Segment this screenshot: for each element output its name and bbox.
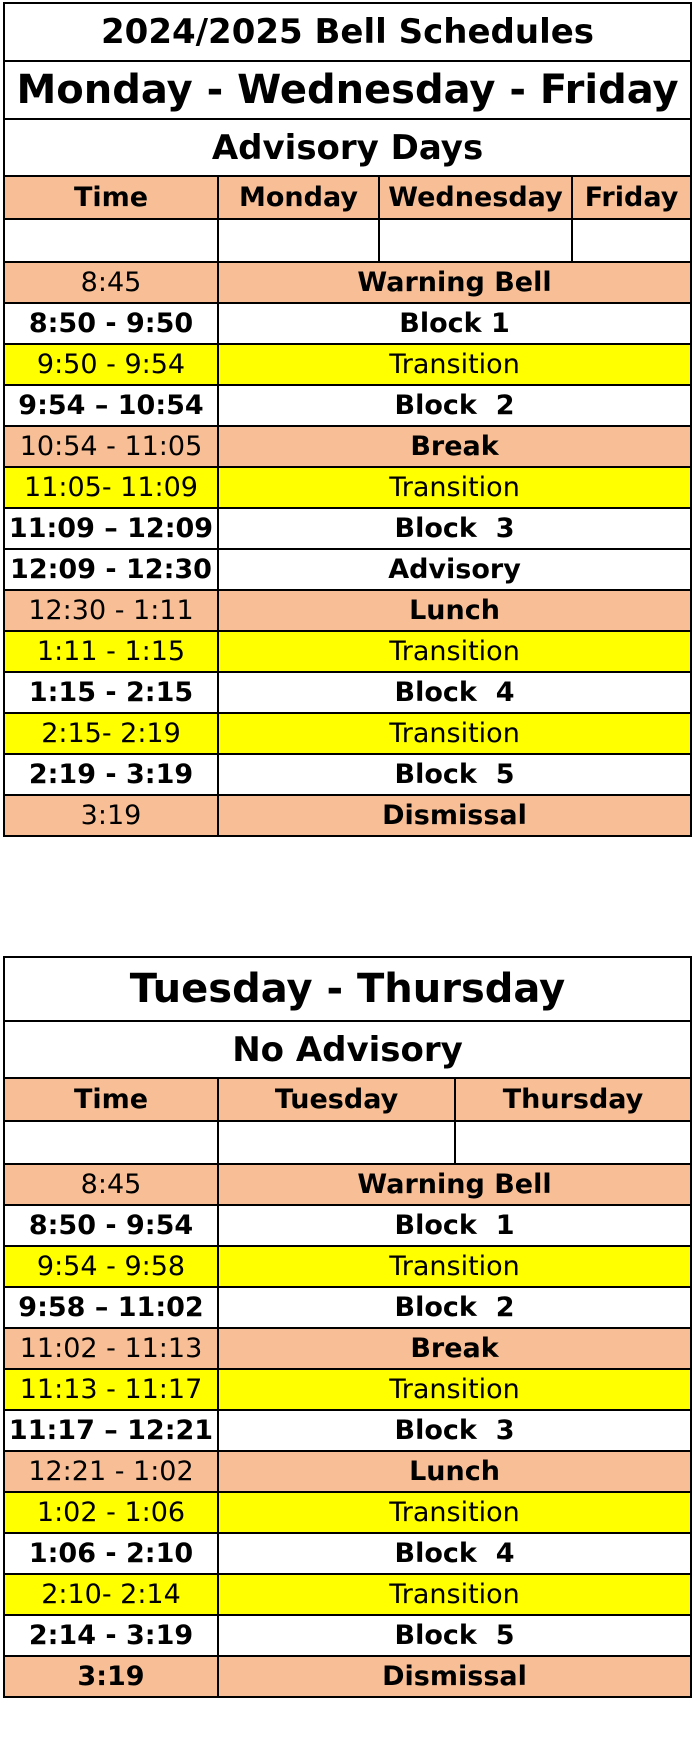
event-cell: Transition	[218, 1492, 691, 1533]
event-cell: Block 3	[218, 1410, 691, 1451]
tth-schedule-row	[4, 1533, 691, 1574]
tth-heading: Tuesday - Thursday	[4, 957, 691, 1021]
event-cell: Block 4	[218, 672, 691, 713]
column-header-time: Time	[4, 1078, 218, 1121]
time-cell: 8:45	[4, 262, 218, 303]
time-cell: 2:10- 2:14	[4, 1574, 218, 1615]
time-cell: 11:09 – 12:09	[4, 508, 218, 549]
event-cell: Break	[218, 426, 691, 467]
time-cell: 2:14 - 3:19	[4, 1615, 218, 1656]
mwf-schedule-row	[4, 467, 691, 508]
tth-schedule-row	[4, 1615, 691, 1656]
tth-schedule-row	[4, 1205, 691, 1246]
event-cell: Dismissal	[218, 1656, 691, 1697]
time-cell: 10:54 - 11:05	[4, 426, 218, 467]
time-cell: 11:13 - 11:17	[4, 1369, 218, 1410]
event-cell: Block 1	[218, 303, 691, 344]
time-cell: 3:19	[4, 1656, 218, 1697]
blank-cell	[218, 219, 379, 262]
mwf-schedule-row	[4, 754, 691, 795]
time-cell: 12:30 - 1:11	[4, 590, 218, 631]
column-header-friday: Friday	[572, 176, 691, 219]
tth-schedule-row	[4, 1328, 691, 1369]
time-cell: 1:11 - 1:15	[4, 631, 218, 672]
mwf-schedule-row	[4, 344, 691, 385]
time-cell: 9:58 – 11:02	[4, 1287, 218, 1328]
time-cell: 11:05- 11:09	[4, 467, 218, 508]
tth-schedule-row	[4, 1369, 691, 1410]
time-cell: 9:54 - 9:58	[4, 1246, 218, 1287]
event-cell: Transition	[218, 1246, 691, 1287]
tth-schedule-row	[4, 1451, 691, 1492]
event-cell: Transition	[218, 713, 691, 754]
event-cell: Block 2	[218, 1287, 691, 1328]
mwf-schedule-row	[4, 303, 691, 344]
tth-schedule-table	[3, 956, 692, 1698]
event-cell: Transition	[218, 467, 691, 508]
blank-cell	[4, 219, 218, 262]
event-cell: Lunch	[218, 590, 691, 631]
time-cell: 1:02 - 1:06	[4, 1492, 218, 1533]
time-cell: 11:17 – 12:21	[4, 1410, 218, 1451]
mwf-schedule-row	[4, 590, 691, 631]
page-title: 2024/2025 Bell Schedules	[4, 3, 691, 61]
event-cell: Transition	[218, 1574, 691, 1615]
time-cell: 9:54 – 10:54	[4, 385, 218, 426]
mwf-schedule-row	[4, 426, 691, 467]
event-cell: Transition	[218, 1369, 691, 1410]
tth-schedule-row	[4, 1492, 691, 1533]
time-cell: 2:19 - 3:19	[4, 754, 218, 795]
time-cell: 12:21 - 1:02	[4, 1451, 218, 1492]
event-cell: Block 2	[218, 385, 691, 426]
event-cell: Block 3	[218, 508, 691, 549]
tth-schedule-row	[4, 1410, 691, 1451]
time-cell: 9:50 - 9:54	[4, 344, 218, 385]
event-cell: Warning Bell	[218, 1164, 691, 1205]
mwf-schedule-row	[4, 631, 691, 672]
mwf-subheading: Advisory Days	[4, 119, 691, 176]
blank-cell	[379, 219, 572, 262]
event-cell: Transition	[218, 631, 691, 672]
time-cell: 3:19	[4, 795, 218, 836]
event-cell: Block 5	[218, 1615, 691, 1656]
event-cell: Block 4	[218, 1533, 691, 1574]
column-header-thursday: Thursday	[455, 1078, 691, 1121]
blank-cell	[218, 1121, 455, 1164]
blank-cell	[4, 1121, 218, 1164]
mwf-schedule-table	[3, 2, 692, 837]
tth-schedule-row	[4, 1164, 691, 1205]
time-cell: 8:50 - 9:50	[4, 303, 218, 344]
event-cell: Break	[218, 1328, 691, 1369]
tth-schedule-row	[4, 1246, 691, 1287]
event-cell: Lunch	[218, 1451, 691, 1492]
event-cell: Warning Bell	[218, 262, 691, 303]
mwf-schedule-row	[4, 508, 691, 549]
time-cell: 1:15 - 2:15	[4, 672, 218, 713]
event-cell: Transition	[218, 344, 691, 385]
mwf-schedule-row	[4, 549, 691, 590]
mwf-schedule-row	[4, 672, 691, 713]
column-header-monday: Monday	[218, 176, 379, 219]
event-cell: Advisory	[218, 549, 691, 590]
tth-subheading: No Advisory	[4, 1021, 691, 1078]
time-cell: 11:02 - 11:13	[4, 1328, 218, 1369]
tth-schedule-row	[4, 1656, 691, 1697]
tth-schedule-row	[4, 1287, 691, 1328]
tth-schedule-row	[4, 1574, 691, 1615]
mwf-schedule-row	[4, 385, 691, 426]
time-cell: 2:15- 2:19	[4, 713, 218, 754]
event-cell: Dismissal	[218, 795, 691, 836]
time-cell: 8:45	[4, 1164, 218, 1205]
column-header-tuesday: Tuesday	[218, 1078, 455, 1121]
mwf-schedule-row	[4, 795, 691, 836]
column-header-time: Time	[4, 176, 218, 219]
mwf-schedule-row	[4, 713, 691, 754]
time-cell: 8:50 - 9:54	[4, 1205, 218, 1246]
blank-cell	[455, 1121, 691, 1164]
column-header-wednesday: Wednesday	[379, 176, 572, 219]
time-cell: 12:09 - 12:30	[4, 549, 218, 590]
blank-cell	[572, 219, 691, 262]
event-cell: Block 5	[218, 754, 691, 795]
time-cell: 1:06 - 2:10	[4, 1533, 218, 1574]
mwf-schedule-row	[4, 262, 691, 303]
event-cell: Block 1	[218, 1205, 691, 1246]
mwf-heading: Monday - Wednesday - Friday	[4, 61, 691, 119]
